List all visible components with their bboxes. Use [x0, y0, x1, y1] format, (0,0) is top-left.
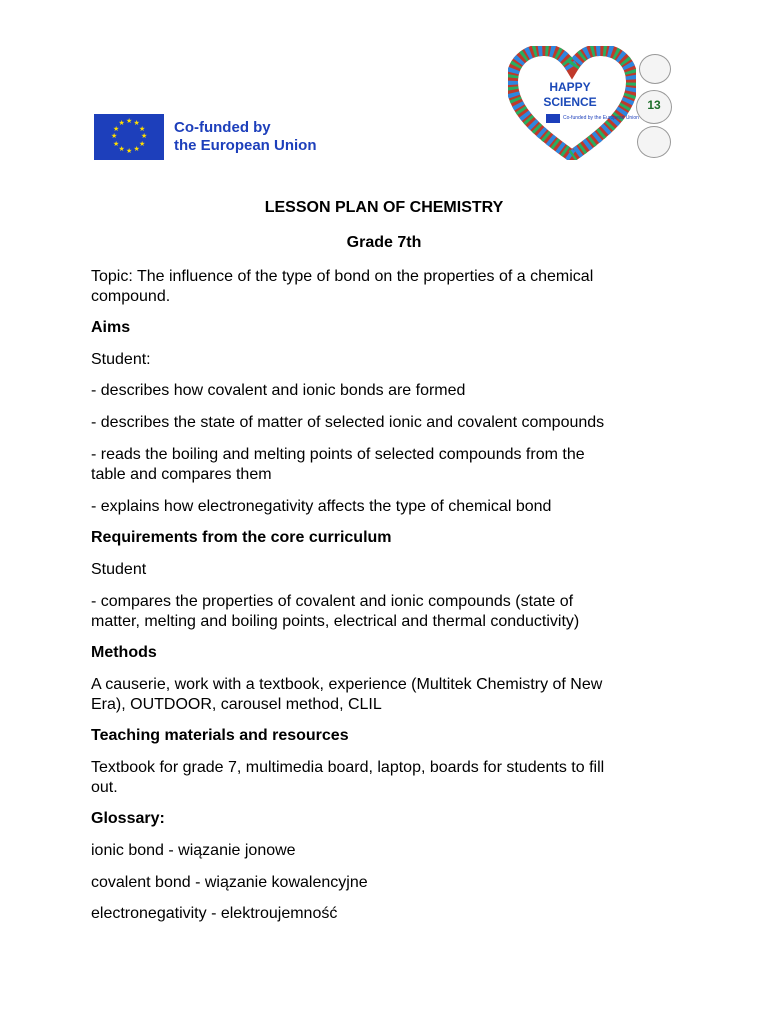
- aims-item-3: [91, 445, 681, 485]
- aims-item-4: - explains how electronegativity affects the type of chemical bond: [91, 498, 552, 515]
- eu-star-icon: ★: [126, 118, 133, 125]
- requirements-item-line1: - compares the properties of covalent and ionic compounds (state of: [91, 593, 574, 610]
- document-title: LESSON PLAN OF CHEMISTRY: [264, 199, 504, 216]
- eu-star-icon: ★: [126, 148, 133, 155]
- school-13-number: 13: [647, 98, 661, 112]
- glossary-item-2: covalent bond - wiązanie kowalencyjne: [91, 874, 368, 891]
- requirements-student-label: Student: [91, 561, 147, 578]
- aims-item-1: - describes how covalent and ionic bonds are formed: [91, 382, 466, 399]
- school-13-emblem-icon: [636, 90, 672, 124]
- materials-line2: out.: [91, 779, 118, 796]
- happy-science-line2: SCIENCE: [543, 95, 597, 109]
- eu-logo-text: [174, 119, 317, 155]
- materials-line1: Textbook for grade 7, multimedia board, laptop, boards for students to fill: [91, 759, 605, 776]
- topic-paragraph: [91, 267, 681, 307]
- aims-student-label: Student:: [91, 351, 151, 368]
- requirements-item: [91, 592, 681, 632]
- eu-star-icon: ★: [118, 120, 125, 127]
- eu-star-icon: ★: [111, 133, 118, 140]
- eu-cofunded-logo: [94, 114, 317, 160]
- aims-item-2: - describes the state of matter of selected ionic and covalent compounds: [91, 414, 605, 431]
- methods-line2: Era), OUTDOOR, carousel method, CLIL: [91, 696, 382, 713]
- mini-eu-flag-icon: [546, 114, 560, 123]
- aims-item-3-line1: - reads the boiling and melting points of selected compounds from the: [91, 446, 585, 463]
- glossary-heading: Glossary:: [91, 810, 165, 827]
- topic-line1: Topic: The influence of the type of bond on the properties of a chemical: [91, 268, 594, 285]
- materials-heading: Teaching materials and resources: [91, 727, 349, 744]
- aims-heading: Aims: [91, 319, 131, 336]
- eu-star-icon: ★: [118, 145, 125, 153]
- methods-line1: A causerie, work with a textbook, experience (Multitek Chemistry of New: [91, 676, 603, 693]
- happy-science-line1: HAPPY: [549, 80, 591, 94]
- eu-star-icon: ★: [138, 125, 146, 133]
- aims-item-3-line2: table and compares them: [91, 466, 272, 483]
- requirements-item-line2: matter, melting and boiling points, electrical and thermal conductivity): [91, 613, 580, 630]
- requirements-heading: Requirements from the core curriculum: [91, 529, 392, 546]
- eu-star-icon: ★: [113, 140, 120, 148]
- methods-paragraph: [91, 675, 681, 715]
- eu-star-icon: ★: [113, 125, 120, 133]
- figure-emblem-icon: [637, 126, 671, 158]
- eu-logo-line1: Co-funded by: [174, 119, 271, 136]
- topic-line2: compound.: [91, 288, 171, 305]
- eu-star-icon: ★: [133, 145, 140, 153]
- eu-flag-icon: [94, 114, 164, 160]
- glossary-item-1: ionic bond - wiązanie jonowe: [91, 842, 296, 859]
- glossary-item-3: electronegativity - elektroujemność: [91, 905, 338, 922]
- eu-star-icon: ★: [138, 140, 146, 148]
- eu-star-icon: ★: [133, 120, 140, 127]
- happy-science-title: [530, 80, 610, 110]
- school-emblem-icon: [639, 54, 671, 84]
- happy-science-logo: [508, 46, 676, 160]
- materials-paragraph: [91, 758, 681, 798]
- methods-heading: Methods: [91, 644, 157, 661]
- mini-eu-text: Co-funded by the European Union: [563, 115, 639, 121]
- eu-logo-line2: the European Union: [174, 137, 317, 154]
- eu-star-icon: ★: [141, 133, 148, 140]
- mini-eu-logo: [546, 114, 639, 123]
- grade-label: Grade 7th: [346, 234, 422, 251]
